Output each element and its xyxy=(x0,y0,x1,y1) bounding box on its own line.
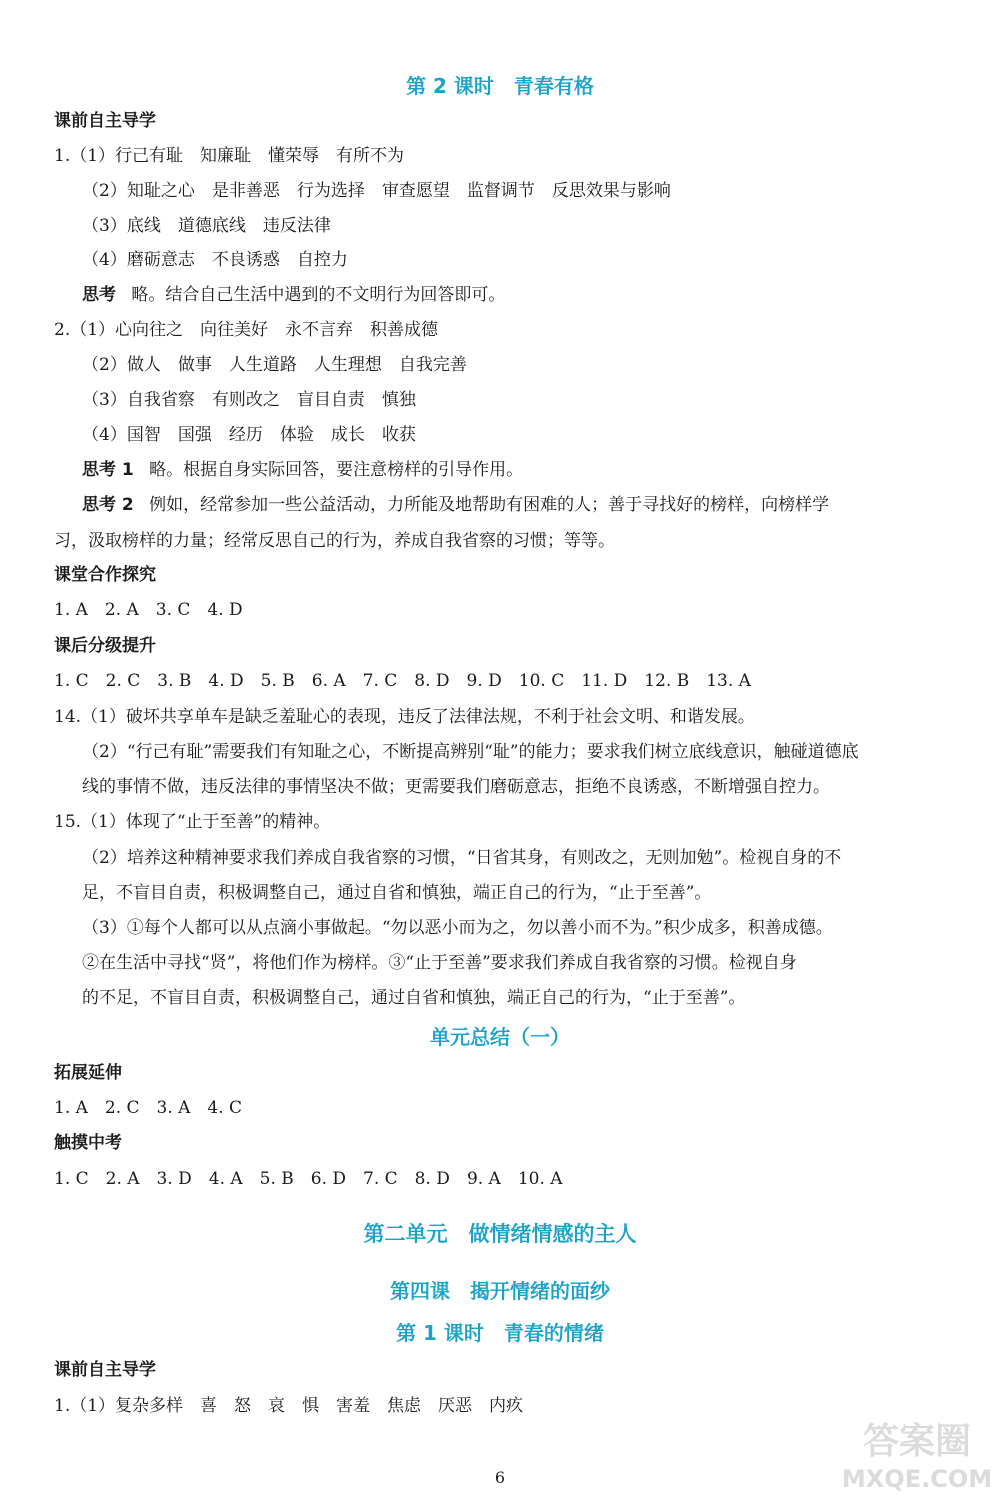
answer-line: 1.（1）行己有耻 知廉耻 懂荣辱 有所不为 xyxy=(54,146,405,166)
think-answer: 略。根据自身实际回答，要注意榜样的引导作用。 xyxy=(149,460,524,480)
answer-line: （4）磨砺意志 不良诱惑 自控力 xyxy=(82,250,348,270)
lesson-heading: 第 2 课时 青春有格 xyxy=(406,74,594,98)
answer-line: （3）底线 道德底线 违反法律 xyxy=(82,216,331,236)
section-pre-study: 课前自主导学 xyxy=(54,111,156,131)
section-class-explore: 课堂合作探究 xyxy=(54,565,156,585)
think-label: 思考 2 xyxy=(82,495,134,515)
answer-line: （2）“行己有耻”需要我们有知耻之心，不断提高辨别“耻”的能力；要求我们树立底线意识，触碰道德底 xyxy=(82,742,859,762)
section-exam: 触摸中考 xyxy=(54,1133,122,1153)
answer-line: 1. A 2. C 3. A 4. C xyxy=(54,1098,243,1118)
section-after-class: 课后分级提升 xyxy=(54,636,156,656)
answer-line: （3）自我省察 有则改之 盲目自责 慎独 xyxy=(82,390,416,410)
watermark-logo xyxy=(842,1407,992,1499)
page-number: 6 xyxy=(494,1468,506,1487)
answer-line: 1. C 2. C 3. B 4. D 5. B 6. A 7. C 8. D 9. D 10. C 11. D 12. B 13. A xyxy=(54,671,751,691)
think-line xyxy=(82,462,523,479)
answer-line-cont: 足，不盲目自责，积极调整自己，通过自省和慎独，端正自己的行为，“止于至善”。 xyxy=(82,883,712,903)
think-label: 思考 1 xyxy=(82,460,134,480)
answer-line: （4）国智 国强 经历 体验 成长 收获 xyxy=(82,425,416,445)
answer-line: 15.（1）体现了“止于至善”的精神。 xyxy=(54,812,331,832)
think-answer-cont: 习，汲取榜样的力量；经常反思自己的行为，养成自我省察的习惯；等等。 xyxy=(54,531,615,551)
answer-line: 14.（1）破坏共享单车是缺乏羞耻心的表现，违反了法律法规，不利于社会文明、和谐发展。 xyxy=(54,707,755,727)
lesson-sub-heading: 第 1 课时 青春的情绪 xyxy=(396,1321,604,1345)
answer-line: 1. C 2. A 3. D 4. A 5. B 6. D 7. C 8. D 9. A 10. A xyxy=(54,1169,563,1189)
watermark-text: 答案圈 xyxy=(862,1421,972,1462)
think-label: 思考 xyxy=(82,285,116,305)
answer-line-cont: 线的事情不做，违反法律的事情坚决不做；更需要我们磨砺意志，拒绝不良诱惑，不断增强自控力。 xyxy=(82,777,830,797)
unit-heading: 第二单元 做情绪情感的主人 xyxy=(363,1222,637,1246)
watermark-url: MXQE.COM xyxy=(842,1465,992,1493)
section-pre-study: 课前自主导学 xyxy=(54,1360,156,1380)
answer-line: （2）培养这种精神要求我们养成自我省察的习惯，“日省其身，有则改之，无则加勉”。检视自身的不 xyxy=(82,848,842,868)
answer-line-cont: ②在生活中寻找“贤”，将他们作为榜样。③“止于至善”要求我们养成自我省察的习惯。检视自身 xyxy=(82,953,797,973)
think-line xyxy=(82,287,505,304)
think-answer: 略。结合自己生活中遇到的不文明行为回答即可。 xyxy=(131,285,506,305)
answer-line: （3）①每个人都可以从点滴小事做起。“勿以恶小而为之，勿以善小而不为。”积少成多，积善成德。 xyxy=(82,918,833,938)
section-extension: 拓展延伸 xyxy=(54,1063,122,1083)
answer-line: （2）做人 做事 人生道路 人生理想 自我完善 xyxy=(82,355,467,375)
unit-summary-heading: 单元总结（一） xyxy=(430,1025,570,1049)
think-answer: 例如，经常参加一些公益活动，力所能及地帮助有困难的人；善于寻找好的榜样，向榜样学 xyxy=(149,495,830,515)
answer-line: （2）知耻之心 是非善恶 行为选择 审查愿望 监督调节 反思效果与影响 xyxy=(82,181,671,201)
answer-line: 1. A 2. A 3. C 4. D xyxy=(54,600,243,620)
answer-line: 2.（1）心向往之 向往美好 永不言弃 积善成德 xyxy=(54,320,439,340)
answer-line: 1.（1）复杂多样 喜 怒 哀 惧 害羞 焦虑 厌恶 内疚 xyxy=(54,1396,524,1416)
lesson-heading: 第四课 揭开情绪的面纱 xyxy=(390,1279,610,1303)
answer-line-cont: 的不足，不盲目自责，积极调整自己，通过自省和慎独，端正自己的行为，“止于至善”。 xyxy=(82,988,746,1008)
think-line xyxy=(82,497,829,514)
